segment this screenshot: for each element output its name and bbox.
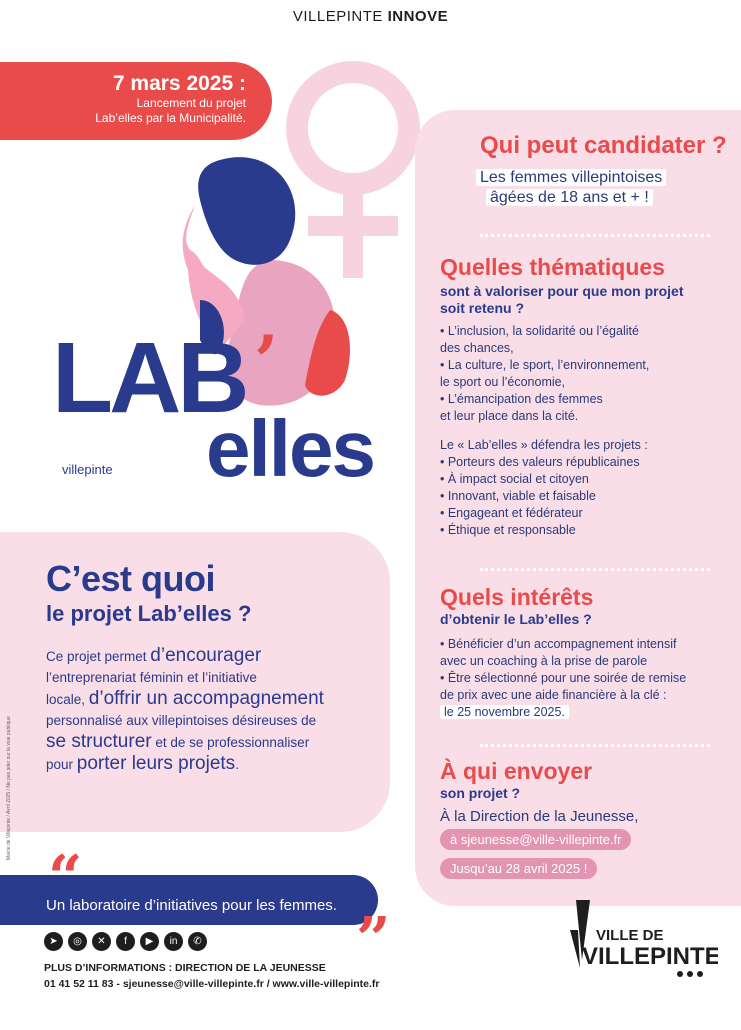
footer-info: PLUS D’INFORMATIONS : DIRECTION DE LA JEUNESSE [44,962,326,974]
deadline-badge: Jusqu’au 28 avril 2025 ! [440,858,597,879]
cest-quoi-title: C’est quoi [46,558,216,599]
villepinte-emblem-icon [568,900,718,980]
thematiques-title: Quelles thématiques [440,254,665,280]
qui-title: Qui peut candidater ? [480,132,727,159]
svg-text:VILLE DE: VILLE DE [596,927,664,944]
defend-item: • Porteurs des valeurs républicaines [440,455,640,469]
thematiques-item: • L’émancipation des femmes [440,392,603,406]
thematiques-subtitle-2: soit retenu ? [440,300,525,316]
facebook-icon[interactable]: f [116,932,135,951]
whatsapp-icon[interactable]: ✆ [188,932,207,951]
thematiques-item: des chances, [440,341,514,355]
legal-note: Mairie de Villepinte / Avril 2025 / Ne pas jeter sur la voie publique [6,716,12,860]
envoyer-title: À qui envoyer [440,758,593,784]
desc-text: et de se professionnaliser [151,735,310,750]
desc-text: l’entreprenariat féminin et l’initiative [46,670,257,685]
instagram-icon[interactable]: ◎ [68,932,87,951]
qui-line-1: Les femmes villepintoises [476,169,666,186]
envoyer-subtitle: son projet ? [440,785,521,801]
header-bold: INNOVE [387,8,449,25]
interets-subtitle: d’obtenir le Lab’elles ? [440,611,592,627]
thematiques-subtitle-1: sont à valoriser pour que mon projet [440,283,684,299]
divider [480,744,710,747]
desc-text: pour [46,757,77,772]
qui-section [440,132,730,208]
interets-item: • Être sélectionné pour une soirée de remise [440,671,687,685]
thematiques-item: le sport ou l’économie, [440,375,566,389]
logo-subtitle: villepinte [62,462,113,477]
cest-quoi-description [46,645,376,775]
desc-text: personnalisé aux villepintoises désireuses de [46,713,317,728]
x-icon[interactable]: ✕ [92,932,111,951]
interets-item: avec un coaching à la prise de parole [440,654,648,668]
close-quote-icon: ” [356,905,391,975]
defend-intro: Le « Lab’elles » défendra les projets : [440,438,648,452]
thematiques-item: • L’inclusion, la solidarité ou l’égalité [440,324,639,338]
interets-item: • Bénéficier d’un accompagnement intensif [440,637,677,651]
launch-date: 7 mars 2025 : [112,72,246,95]
logo-elles: elles [206,404,374,493]
desc-text: . [235,757,239,772]
svg-text:VILLEPINTE: VILLEPINTE [582,943,718,970]
desc-text: locale, [46,692,89,707]
interets-section [440,584,730,721]
desc-emphasis: d’encourager [150,645,262,666]
desc-emphasis: porter leurs projets [76,753,236,774]
tagline: Un laboratoire d’initiatives pour les femmes. [46,897,337,914]
interets-item: de prix avec une aide financière à la clé : [440,688,667,702]
launch-line-2: Lab’elles par la Municipalité. [95,111,246,125]
logo-lab: LAB [52,322,246,434]
envoyer-line: À la Direction de la Jeunesse, [440,808,639,825]
desc-emphasis: d’offrir un accompagnement [88,688,324,709]
page-header [0,8,741,25]
desc-text: Ce projet permet [46,649,151,664]
header-prefix: VILLEPINTE [292,8,383,25]
defend-item: • Éthique et responsable [440,523,576,537]
open-quote-icon: “ [48,843,83,913]
thematiques-section [440,254,730,539]
defend-item: • Engageant et fédérateur [440,506,583,520]
logo-apostrophe: ’ [254,320,279,403]
qui-line-2: âgées de 18 ans et + ! [486,189,653,206]
launch-line-1: Lancement du projet [136,96,246,110]
ville-de-villepinte-logo [568,900,718,985]
desc-emphasis: se structurer [46,731,152,752]
cest-quoi-subtitle: le projet Lab’elles ? [46,601,252,626]
email-link[interactable]: à sjeunesse@ville-villepinte.fr [440,829,631,850]
thematiques-item: • La culture, le sport, l’environnement, [440,358,650,372]
defend-item: • À impact social et citoyen [440,472,589,486]
divider [480,234,710,237]
footer-contact[interactable]: 01 41 52 11 83 - sjeunesse@ville-villepinte.fr / www.ville-villepinte.fr [44,978,380,990]
envoyer-section [440,758,730,879]
social-links [44,932,207,951]
interets-date: le 25 novembre 2025. [440,705,569,719]
youtube-icon[interactable]: ▶ [140,932,159,951]
defend-item: • Innovant, viable et faisable [440,489,596,503]
divider [480,568,710,571]
date-banner [0,62,272,140]
thematiques-item: et leur place dans la cité. [440,409,579,423]
linkedin-icon[interactable]: in [164,932,183,951]
interets-title: Quels intérêts [440,584,594,610]
cursor-icon[interactable]: ➤ [44,932,63,951]
